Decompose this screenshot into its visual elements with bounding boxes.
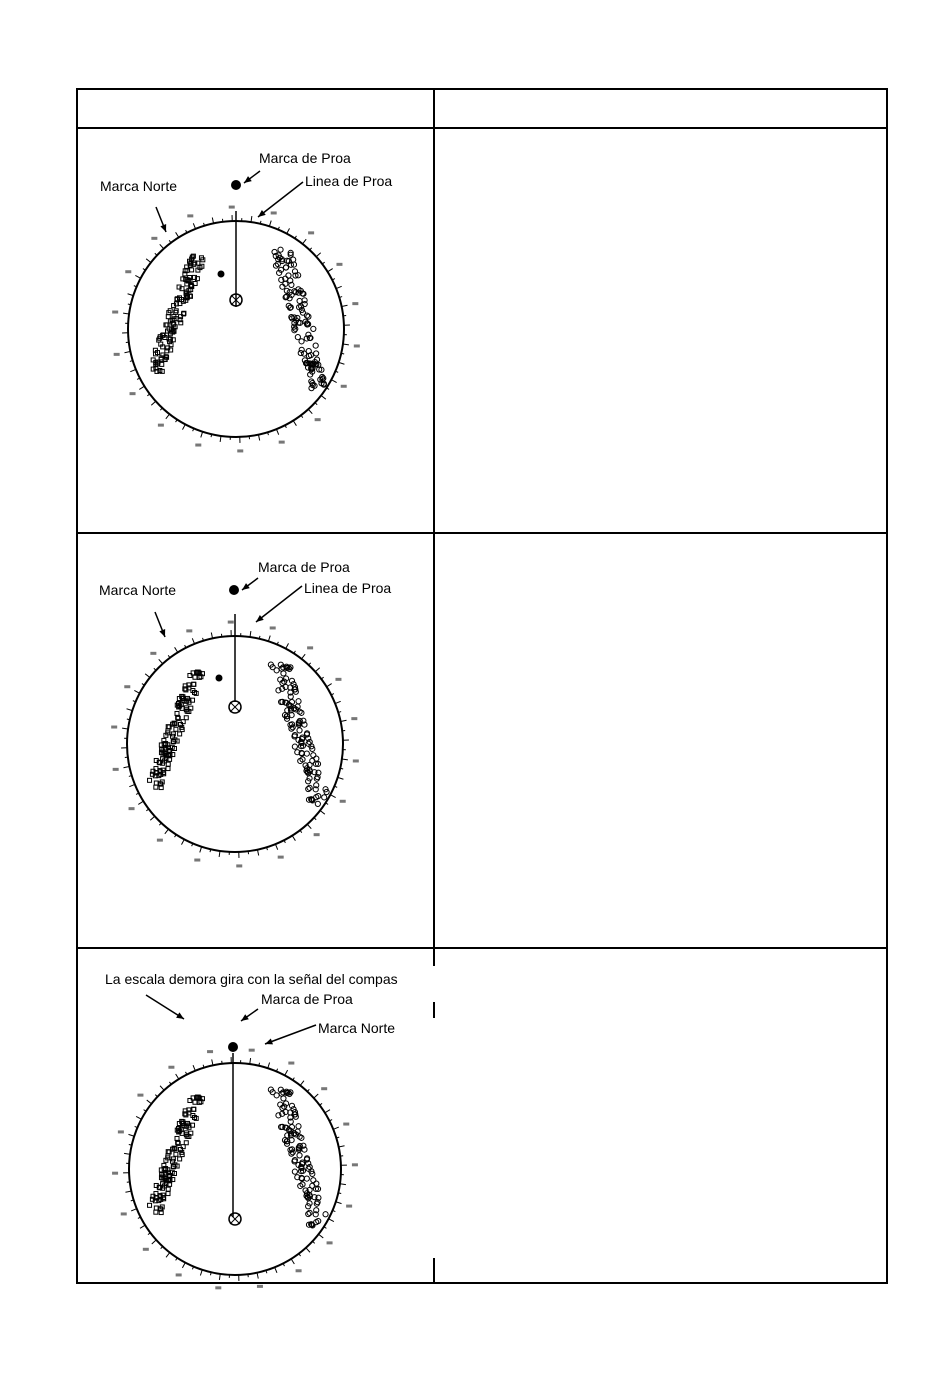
radar-display-north-up: [78, 949, 433, 1282]
land-echo: [148, 778, 152, 782]
bearing-tick: [145, 674, 150, 678]
bearing-scale-mark: [112, 1172, 118, 1175]
bearing-tick: [128, 294, 134, 296]
bearing-scale-mark: [352, 1163, 358, 1166]
bearing-tick: [257, 1273, 258, 1279]
bearing-tick: [293, 421, 296, 426]
land-echo: [296, 699, 301, 704]
land-echo: [297, 1153, 302, 1158]
bearing-tick: [210, 849, 211, 852]
heading-marker-label: Marca de Proa: [259, 150, 351, 166]
bearing-scale-mark: [158, 424, 164, 427]
bearing-tick: [336, 286, 342, 288]
land-echo: [278, 247, 283, 252]
bearing-tick: [307, 824, 311, 828]
bearing-tick: [285, 1070, 288, 1075]
land-echo: [323, 1212, 328, 1217]
bearing-tick: [329, 1219, 334, 1222]
land-echo: [315, 801, 320, 806]
land-echo: [283, 265, 288, 270]
bearing-scale-mark: [308, 231, 314, 234]
bearing-scale-mark: [315, 418, 321, 421]
bearing-tick: [259, 636, 260, 639]
heading-line-label: Linea de Proa: [305, 173, 393, 189]
bearing-tick: [330, 795, 335, 798]
bearing-scale-mark: [111, 726, 117, 729]
bearing-tick: [175, 647, 178, 652]
land-echo: [299, 339, 304, 344]
bearing-tick: [182, 424, 185, 429]
bearing-tick: [150, 816, 154, 820]
land-echo: [299, 347, 304, 352]
bearing-tick: [306, 1248, 310, 1252]
bearing-tick: [136, 1116, 141, 1119]
bearing-scale-mark: [194, 859, 200, 862]
land-echo: [175, 711, 179, 715]
land-echo: [296, 1124, 301, 1129]
leader-arrowhead: [241, 1014, 249, 1021]
coastline-echoes: [148, 1087, 329, 1228]
diagram-table: [76, 88, 888, 1284]
bearing-tick: [301, 654, 305, 659]
bearing-scale-mark: [157, 839, 163, 842]
land-echo: [193, 1100, 197, 1104]
bearing-scale-mark: [229, 206, 235, 209]
bearing-tick: [128, 1134, 134, 1136]
bearing-tick: [160, 1086, 164, 1090]
bearing-tick: [146, 259, 151, 263]
bearing-tick: [175, 835, 177, 838]
bearing-scale-mark: [207, 1050, 213, 1053]
bearing-tick: [127, 719, 130, 720]
land-echo: [314, 756, 319, 761]
heading-marker-label: Marca de Proa: [258, 559, 350, 575]
bearing-tick: [276, 429, 278, 435]
bearing-tick: [147, 1100, 152, 1104]
leader-arrowhead: [160, 224, 166, 232]
row-2-text-cell: [435, 534, 886, 947]
land-echo: [322, 795, 327, 800]
bearing-tick: [339, 1146, 345, 1147]
bearing-scale-mark: [137, 1094, 143, 1097]
bearing-tick: [339, 362, 345, 364]
bearing-scale-mark: [321, 1087, 327, 1090]
bearing-tick: [340, 768, 343, 769]
bearing-tick: [293, 1078, 295, 1081]
heading-line-label: Linea de Proa: [304, 580, 392, 596]
bearing-tick: [295, 236, 297, 239]
bearing-tick: [181, 839, 184, 844]
bearing-scale-mark: [187, 214, 193, 217]
bearing-scale-mark: [346, 1205, 352, 1208]
bearing-tick: [159, 659, 163, 663]
bearing-tick: [127, 709, 133, 711]
bearing-tick: [192, 638, 194, 644]
bearing-tick: [193, 223, 195, 229]
land-echo: [190, 268, 194, 272]
bearing-tick: [152, 1240, 156, 1244]
bearing-tick: [268, 636, 270, 642]
bearing-scale-mark: [237, 449, 243, 452]
bearing-tick: [139, 386, 144, 389]
bearing-scale-mark: [352, 302, 358, 305]
radar-target-echo: [218, 271, 225, 278]
bearing-scale-mark: [341, 385, 347, 388]
bearing-scale-mark: [340, 800, 346, 803]
bearing-tick: [342, 305, 348, 306]
header-cell-left: [78, 90, 433, 127]
land-echo: [314, 1181, 319, 1186]
bearing-tick: [333, 1127, 339, 1129]
bearing-tick: [315, 668, 319, 672]
bearing-scale-mark: [351, 717, 357, 720]
bearing-scale-mark: [236, 864, 242, 867]
bearing-scale-mark: [279, 441, 285, 444]
bearing-tick: [212, 217, 213, 223]
bearing-scale-mark: [288, 1062, 294, 1065]
bearing-tick: [316, 253, 320, 257]
bearing-tick: [134, 690, 139, 693]
bearing-tick: [165, 829, 169, 834]
bearing-scale-mark: [215, 1286, 221, 1289]
bearing-tick: [341, 720, 347, 721]
land-echo: [292, 744, 297, 749]
bearing-tick: [275, 844, 277, 850]
bearing-tick: [341, 353, 344, 354]
bearing-tick: [331, 380, 336, 383]
bearing-tick: [335, 701, 341, 703]
bearing-tick: [130, 369, 136, 371]
north-marker-label: Marca Norte: [318, 1020, 396, 1036]
bearing-tick: [201, 432, 203, 438]
bearing-tick: [129, 784, 135, 786]
bearing-tick: [140, 1225, 145, 1228]
bearing-tick: [325, 1110, 330, 1113]
land-echo: [306, 1211, 311, 1216]
land-echo: [297, 298, 302, 303]
bearing-tick: [300, 1081, 304, 1086]
bearing-tick: [257, 850, 258, 856]
bearing-scale-mark: [124, 685, 130, 688]
bearing-tick: [123, 766, 129, 767]
bearing-tick: [292, 836, 295, 841]
bearing-tick: [142, 684, 145, 686]
bearing-tick: [125, 1191, 131, 1192]
bearing-tick: [258, 435, 259, 441]
north-marker-label: Marca Norte: [99, 582, 177, 598]
land-echo: [174, 727, 178, 731]
bearing-scale-mark: [143, 1248, 149, 1251]
bearing-tick: [338, 1193, 341, 1194]
land-echo: [178, 732, 182, 736]
bearing-scale-mark: [118, 1130, 124, 1133]
bearing-scale-mark: [125, 270, 131, 273]
land-echo: [311, 326, 316, 331]
bearing-scale-mark: [195, 444, 201, 447]
coastline-echoes: [151, 247, 326, 391]
row-3-radar-cell: [78, 949, 433, 1282]
radar-bearing-ring: [129, 1063, 341, 1275]
land-echo: [311, 1178, 316, 1183]
bearing-tick: [302, 239, 306, 244]
leader-arrowhead: [265, 1039, 273, 1045]
bearing-tick: [131, 1209, 137, 1211]
heading-marker: [229, 585, 239, 595]
bearing-tick: [129, 1144, 132, 1145]
bearing-tick: [275, 1267, 277, 1273]
bearing-tick: [211, 434, 212, 437]
land-echo: [274, 668, 279, 673]
bearing-scale-mark: [336, 263, 342, 266]
land-echo: [302, 298, 307, 303]
bearing-tick: [260, 221, 261, 224]
land-echo: [178, 1157, 182, 1161]
bearing-tick: [328, 269, 333, 272]
bearing-tick: [336, 1202, 342, 1204]
land-echo: [292, 1169, 297, 1174]
bearing-scale-mark: [257, 1285, 263, 1288]
bearing-tick: [176, 420, 178, 423]
bearing-tick: [200, 847, 202, 853]
bearing-scale-mark: [176, 1273, 182, 1276]
leader-arrow: [256, 586, 302, 622]
bearing-scale-mark: [271, 211, 277, 214]
heading-marker: [228, 1042, 238, 1052]
land-echo: [313, 343, 318, 348]
bearing-tick: [286, 643, 289, 648]
bearing-scale-mark: [270, 626, 276, 629]
bearing-tick: [138, 801, 143, 804]
north-marker-label: Marca Norte: [100, 178, 178, 194]
bearing-scale-mark: [130, 392, 136, 395]
land-echo: [297, 728, 302, 733]
land-echo: [281, 1096, 286, 1101]
bearing-tick: [320, 810, 325, 814]
bearing-scale-mark: [168, 1066, 174, 1069]
leader-arrow: [258, 182, 303, 217]
bearing-tick: [324, 1227, 327, 1229]
bearing-tick: [211, 632, 212, 638]
land-echo: [166, 767, 170, 771]
bearing-tick: [269, 221, 271, 227]
land-echo: [314, 351, 319, 356]
land-echo: [286, 273, 291, 278]
land-echo: [281, 671, 286, 676]
leader-arrowhead: [159, 629, 165, 637]
bearing-tick: [135, 275, 140, 278]
bearing-tick: [143, 269, 146, 271]
bearing-scale-mark: [150, 652, 156, 655]
bearing-tick: [151, 401, 155, 405]
row-2-radar-cell: [78, 534, 433, 947]
row-3-text-cell: [435, 949, 886, 1282]
land-echo: [154, 785, 158, 789]
bearing-tick: [291, 1259, 294, 1264]
radar-target-echo: [216, 675, 223, 682]
bearing-scale-mark: [335, 678, 341, 681]
bearing-tick: [327, 388, 330, 390]
land-echo: [311, 753, 316, 758]
bearing-tick: [144, 1110, 147, 1112]
bearing-tick: [176, 1074, 179, 1079]
rotating-scale-caption: La escala demora gira con la señal del compas: [105, 971, 398, 987]
bearing-tick: [326, 803, 329, 805]
bearing-scale-mark: [129, 807, 135, 810]
bearing-scale-mark: [296, 1269, 302, 1272]
land-echo: [274, 1093, 279, 1098]
bearing-tick: [314, 1094, 318, 1098]
land-echo: [164, 323, 168, 327]
bearing-tick: [319, 1234, 324, 1238]
row-1-radar-cell: [78, 129, 433, 532]
bearing-scale-mark: [249, 1049, 255, 1052]
land-echo: [166, 1192, 170, 1196]
bearing-scale-mark: [112, 311, 118, 314]
bearing-tick: [176, 1258, 178, 1261]
header-cell-right: [435, 90, 886, 127]
bearing-scale-mark: [343, 1123, 349, 1126]
bearing-scale-mark: [353, 759, 359, 762]
bearing-scale-mark: [327, 1241, 333, 1244]
land-echo: [306, 786, 311, 791]
bearing-tick: [200, 1270, 202, 1276]
bearing-tick: [166, 414, 170, 419]
bearing-tick: [210, 1272, 211, 1275]
bearing-scale-mark: [114, 353, 120, 356]
bearing-tick: [294, 651, 296, 654]
heading-marker: [231, 180, 241, 190]
bearing-tick: [327, 684, 332, 687]
bearing-scale-mark: [151, 237, 157, 240]
bearing-tick: [193, 1065, 195, 1071]
land-echo: [193, 675, 197, 679]
bearing-scale-mark: [307, 646, 313, 649]
bearing-tick: [166, 1253, 170, 1258]
bearing-tick: [287, 228, 290, 233]
bearing-scale-mark: [113, 768, 119, 771]
bearing-tick: [259, 1063, 260, 1066]
land-echo: [148, 1203, 152, 1207]
bearing-scale-mark: [278, 856, 284, 859]
bearing-scale-mark: [314, 833, 320, 836]
bearing-tick: [268, 1062, 270, 1068]
land-echo: [174, 1152, 178, 1156]
bearing-tick: [182, 1263, 185, 1268]
bearing-tick: [308, 409, 312, 413]
bearing-scale-mark: [121, 1212, 127, 1215]
bearing-scale-mark: [354, 344, 360, 347]
land-echo: [175, 1136, 179, 1140]
bearing-tick: [124, 351, 130, 352]
bearing-tick: [176, 232, 179, 237]
bearing-scale-mark: [186, 629, 192, 632]
heading-marker-label: Marca de Proa: [261, 991, 353, 1007]
land-echo: [154, 1210, 158, 1214]
bearing-tick: [321, 395, 326, 399]
leader-arrow: [265, 1025, 316, 1044]
bearing-tick: [338, 777, 344, 779]
bearing-tick: [160, 244, 164, 248]
leader-arrowhead: [176, 1012, 184, 1019]
bearing-scale-mark: [228, 621, 234, 624]
coastline-echoes: [148, 662, 330, 806]
row-1-text-cell: [435, 129, 886, 532]
bearing-tick: [128, 304, 131, 305]
bearing-tick: [212, 1059, 213, 1065]
